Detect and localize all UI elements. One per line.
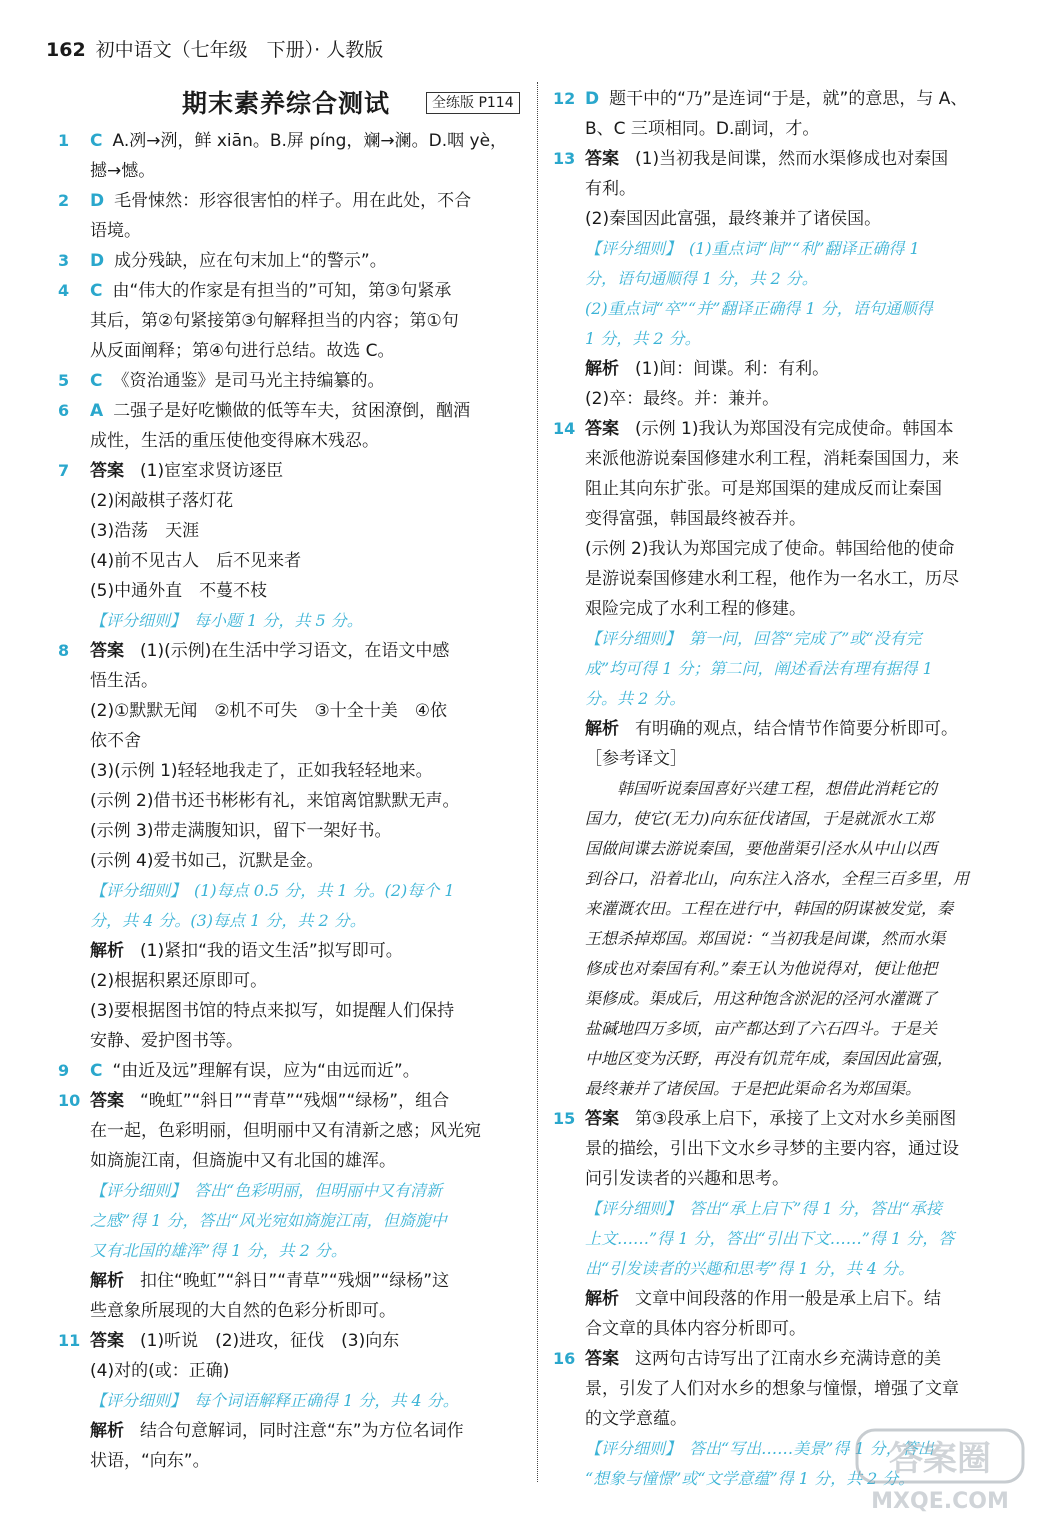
scoring-rule: 之感”得 1 分，答出“风光宛如旖旎江南，但旖旎中 — [90, 1211, 447, 1230]
answer-label: 答案 — [90, 641, 124, 661]
text-line: 在一起，色彩明丽，但明丽中又有清新之感；风光宛 — [90, 1121, 481, 1141]
section-title: 期末素养综合测试 — [182, 89, 391, 118]
text-line: (1)(示例)在生活中学习语文，在语文中感 — [140, 641, 450, 661]
analysis-label: 解析 — [90, 1271, 124, 1291]
question-number: 1 — [58, 131, 70, 150]
text-line: 扣住“晚虹”“斜日”“青草”“残烟”“绿杨”这 — [140, 1271, 450, 1291]
question-number: 4 — [58, 281, 70, 300]
question-number: 13 — [553, 149, 576, 168]
analysis-label: 解析 — [90, 1421, 124, 1441]
question-number: 15 — [553, 1109, 576, 1128]
question-14 — [553, 414, 1019, 1104]
question-8 — [58, 636, 524, 1056]
question-9 — [58, 1056, 524, 1086]
analysis-label: 解析 — [585, 359, 619, 379]
answer-label: 答案 — [585, 149, 619, 169]
answer-text — [90, 246, 524, 276]
question-13 — [553, 144, 1019, 414]
text-line: (4)对的(或：正确) — [90, 1361, 230, 1381]
text-line: (5)中通外直 不蔓不枝 — [90, 581, 268, 601]
text-line: 是游说秦国修建水利工程，他作为一名水工，历尽 — [585, 569, 959, 589]
analysis-label: 解析 — [585, 719, 619, 739]
text-line: 些意象所展现的大自然的色彩分析即可。 — [90, 1301, 396, 1321]
answer-text — [90, 186, 524, 216]
text-line: (3)(示例 1)轻轻地我走了，正如我轻轻地来。 — [90, 761, 433, 781]
question-number: 16 — [553, 1349, 576, 1368]
text-line: (1)间：间谍。利：有利。 — [635, 359, 830, 379]
text-line: 成性，生活的重压使他变得麻木残忍。 — [90, 431, 379, 451]
text-line: 艰险完成了水利工程的修建。 — [585, 599, 806, 619]
translation-line: 修成也对秦国有利。”秦王认为他说得对，便让他把 — [585, 959, 938, 978]
scoring-rule: 1 分，共 2 分。 — [585, 329, 701, 348]
text-line: 有明确的观点，结合情节作简要分析即可。 — [635, 719, 958, 739]
answer-mark: D — [90, 191, 105, 211]
scoring-rule: 【评分细则】 答出“色彩明丽，但明丽中又有清新 — [90, 1181, 443, 1200]
text-line: 问引发读者的兴趣和思考。 — [585, 1169, 789, 1189]
watermark-logo — [855, 1428, 1025, 1514]
analysis-label: 解析 — [90, 941, 124, 961]
question-number: 12 — [553, 89, 576, 108]
question-number: 8 — [58, 641, 70, 660]
watermark-icon — [855, 1428, 1025, 1514]
text-line: 《资治通鉴》是司马光主持编纂的。 — [112, 371, 385, 391]
text-line: (2)秦国因此富强，最终兼并了诸侯国。 — [585, 209, 882, 229]
translation-line: 渠修成。渠成后，用这种饱含淤泥的泾河水灌溉了 — [585, 989, 938, 1008]
question-11 — [58, 1326, 524, 1476]
translation-line: 韩国听说秦国喜好兴建工程，想借此消耗它的 — [617, 779, 938, 798]
text-line: 如旖旎江南，但旖旎中又有北国的雄浑。 — [90, 1151, 396, 1171]
translation-line: 盐碱地四万多顷，亩产都达到了六石四斗。于是关 — [585, 1019, 938, 1038]
scoring-rule: 【评分细则】 答出“写出……美景”得 1 分，答出 — [585, 1439, 934, 1458]
text-line: 景的描绘，引出下文水乡寻梦的主要内容，通过设 — [585, 1139, 959, 1159]
question-number: 2 — [58, 191, 70, 210]
question-15 — [553, 1104, 1019, 1344]
answer-text — [90, 456, 524, 486]
page-number: 162 — [46, 39, 86, 61]
text-line: 二强子是好吃懒做的低等车夫，贫困潦倒，酗酒 — [113, 401, 471, 421]
answer-mark: C — [90, 281, 103, 301]
text-line: (示例 4)爱书如己，沉默是金。 — [90, 851, 324, 871]
analysis-text — [90, 1416, 524, 1446]
question-number: 10 — [58, 1091, 81, 1110]
text-line: A.冽→洌，鲜 xiān。B.屏 píng，斓→澜。D.咽 yè， — [112, 131, 508, 151]
translation-line: 到谷口，沿着北山，向东注入洛水，全程三百多里，用 — [585, 869, 970, 888]
text-line: “晚虹”“斜日”“青草”“残烟”“绿杨”，组合 — [140, 1091, 450, 1111]
answer-label: 答案 — [90, 1331, 124, 1351]
scoring-rule: 【评分细则】 第一问，回答“完成了”或“没有完 — [585, 629, 922, 648]
question-number: 14 — [553, 419, 576, 438]
text-line: (1)当初我是间谍，然而水渠修成也对秦国 — [635, 149, 949, 169]
column-divider — [537, 82, 538, 1482]
text-line: 从反面阐释；第④句进行总结。故选 C。 — [90, 341, 395, 361]
answer-mark: A — [90, 401, 104, 421]
scoring-rule: 成”均可得 1 分；第二问，阐述看法有理有据得 1 — [585, 659, 933, 678]
scoring-rule: 分。共 2 分。 — [585, 689, 686, 708]
reference-translation-label: ［参考译文］ — [585, 749, 687, 769]
answer-text — [90, 1056, 524, 1086]
question-3 — [58, 246, 524, 276]
scoring-rule: 出“引发读者的兴趣和思考”得 1 分，共 4 分。 — [585, 1259, 915, 1278]
analysis-label: 解析 — [585, 1289, 619, 1309]
question-number: 7 — [58, 461, 70, 480]
answer-text — [585, 84, 1019, 114]
text-line: 安静、爱护图书等。 — [90, 1031, 243, 1051]
answer-label: 答案 — [585, 1109, 619, 1129]
section-tag: 全练版 P114 — [426, 92, 520, 114]
answer-text — [90, 126, 524, 156]
text-line: 由“伟大的作家是有担当的”可知，第③句紧承 — [112, 281, 452, 301]
text-line: “由近及远”理解有误，应为“由远而近”。 — [112, 1061, 420, 1081]
question-number: 3 — [58, 251, 70, 270]
text-line: 阻止其向东扩张。可是郑国渠的建成反而让秦国 — [585, 479, 942, 499]
text-line: 语境。 — [90, 221, 141, 241]
scoring-rule: 分，语句通顺得 1 分，共 2 分。 — [585, 269, 818, 288]
question-number: 11 — [58, 1331, 81, 1350]
answer-text — [90, 636, 524, 666]
answer-text — [585, 1104, 1019, 1134]
text-line: 成分残缺，应在句末加上“的警示”。 — [114, 251, 387, 271]
translation-line: 国力，使它(无力)向东征伐诸国，于是就派水工郑 — [585, 809, 934, 828]
answer-mark: D — [585, 89, 600, 109]
scoring-rule: (2)重点词“卒”“并”翻译正确得 1 分，语句通顺得 — [585, 299, 933, 318]
text-line: (示例 2)我认为郑国完成了使命。韩国给他的使命 — [585, 539, 955, 559]
text-line: 来派他游说秦国修建水利工程，消耗秦国国力，来 — [585, 449, 959, 469]
right-column — [553, 84, 1019, 1494]
answer-mark: C — [90, 371, 103, 391]
text-line: 毛骨悚然：形容很害怕的样子。用在此处，不合 — [114, 191, 472, 211]
text-line: 景，引发了人们对水乡的想象与憧憬，增强了文章 — [585, 1379, 959, 1399]
text-line: (2)①默默无闻 ②机不可失 ③十全十美 ④依 — [90, 701, 448, 721]
text-line: 结合句意解词，同时注意“东”为方位名词作 — [140, 1421, 464, 1441]
translation-line: 国做间谍去游说秦国，要他凿渠引泾水从中山以西 — [585, 839, 938, 858]
text-line: 这两句古诗写出了江南水乡充满诗意的美 — [635, 1349, 941, 1369]
question-10 — [58, 1086, 524, 1326]
scoring-rule: 【评分细则】 答出“承上启下”得 1 分，答出“承接 — [585, 1199, 942, 1218]
answer-text — [585, 414, 1019, 444]
answer-text — [90, 396, 524, 426]
answer-text — [585, 1344, 1019, 1374]
page-header — [46, 30, 1026, 70]
answer-label: 答案 — [585, 419, 619, 439]
question-12 — [553, 84, 1019, 144]
answer-text — [90, 1326, 524, 1356]
text-line: (1)听说 (2)进攻，征伐 (3)向东 — [140, 1331, 400, 1351]
answer-mark: C — [90, 131, 103, 151]
text-line: 合文章的具体内容分析即可。 — [585, 1319, 806, 1339]
text-line: 题干中的“乃”是连词“于是，就”的意思，与 A、 — [609, 89, 968, 109]
scoring-rule: 【评分细则】 (1)重点词“间”“利”翻译正确得 1 — [585, 239, 920, 258]
question-1 — [58, 126, 524, 186]
answer-text — [90, 366, 524, 396]
scoring-rule: 【评分细则】 每个词语解释正确得 1 分，共 4 分。 — [90, 1391, 459, 1410]
analysis-text — [90, 1266, 524, 1296]
scoring-rule: 又有北国的雄浑”得 1 分，共 2 分。 — [90, 1241, 347, 1260]
text-line: (2)根据积累还原即可。 — [90, 971, 268, 991]
text-line: (3)要根据图书馆的特点来拟写，如提醒人们保持 — [90, 1001, 455, 1021]
text-line: (示例 1)我认为郑国没有完成使命。韩国本 — [635, 419, 954, 439]
analysis-text — [585, 714, 1019, 744]
question-4 — [58, 276, 524, 366]
text-line: 的文学意蕴。 — [585, 1409, 687, 1429]
question-number: 5 — [58, 371, 70, 390]
translation-line: 最终兼并了诸侯国。于是把此渠命名为郑国渠。 — [585, 1079, 922, 1098]
text-line: (2)闲敲棋子落灯花 — [90, 491, 234, 511]
translation-line: 中地区变为沃野，再没有饥荒年成，秦国因此富强， — [585, 1049, 954, 1068]
scoring-rule: 【评分细则】 每小题 1 分，共 5 分。 — [90, 611, 363, 630]
answer-mark: D — [90, 251, 105, 271]
text-line: 状语，“向东”。 — [90, 1451, 210, 1471]
analysis-text — [90, 936, 524, 966]
scoring-rule: 上文……”得 1 分，答出“引出下文……”得 1 分，答 — [585, 1229, 955, 1248]
text-line: 其后，第②句紧接第③句解释担当的内容；第①句 — [90, 311, 459, 331]
watermark-text: 答案圈 — [889, 1439, 991, 1479]
answer-text — [90, 1086, 524, 1116]
left-column — [58, 84, 524, 1476]
text-line: 变得富强，韩国最终被吞并。 — [585, 509, 806, 529]
answer-text — [90, 276, 524, 306]
text-line: 悟生活。 — [90, 671, 158, 691]
question-2 — [58, 186, 524, 246]
answer-label: 答案 — [585, 1349, 619, 1369]
question-6 — [58, 396, 524, 456]
question-5 — [58, 366, 524, 396]
question-7 — [58, 456, 524, 636]
text-line: B、C 三项相同。D.副词，才。 — [585, 119, 820, 139]
answer-mark: C — [90, 1061, 103, 1081]
translation-line: 王想杀掉郑国。郑国说：“当初我是间谍，然而水渠 — [585, 929, 946, 948]
analysis-text — [585, 354, 1019, 384]
text-line: 文章中间段落的作用一般是承上启下。结 — [635, 1289, 941, 1309]
text-line: 依不舍 — [90, 731, 141, 751]
text-line: (1)紧扣“我的语文生活”拟写即可。 — [140, 941, 403, 961]
text-line: 第③段承上启下，承接了上文对水乡美丽图 — [635, 1109, 957, 1129]
book-title: 初中语文（七年级 下册）· 人教版 — [95, 39, 384, 61]
question-number: 6 — [58, 401, 70, 420]
text-line: (2)卒：最终。并：兼并。 — [585, 389, 780, 409]
translation-line: 来灌溉农田。工程在进行中，韩国的阴谋被发觉，秦 — [585, 899, 954, 918]
analysis-text — [585, 1284, 1019, 1314]
question-number: 9 — [58, 1061, 70, 1080]
answer-text — [585, 144, 1019, 174]
text-line: (3)浩荡 天涯 — [90, 521, 200, 541]
text-line: (示例 3)带走满腹知识，留下一架好书。 — [90, 821, 392, 841]
text-line: (1)宦室求贤访逐臣 — [140, 461, 284, 481]
text-line: (4)前不见古人 后不见来者 — [90, 551, 302, 571]
text-line: (示例 2)借书还书彬彬有礼，来馆离馆默默无声。 — [90, 791, 460, 811]
scoring-rule: “想象与憧憬”或“文学意蕴”得 1 分，共 2 分。 — [585, 1469, 915, 1488]
scoring-rule: 【评分细则】 (1)每点 0.5 分，共 1 分。(2)每个 1 — [90, 881, 455, 900]
answer-label: 答案 — [90, 461, 124, 481]
text-line: 撼→憾。 — [90, 161, 156, 181]
watermark-domain: MXQE.COM — [871, 1489, 1009, 1514]
text-line: 有利。 — [585, 179, 636, 199]
answer-label: 答案 — [90, 1091, 124, 1111]
section-title-row — [58, 84, 524, 124]
scoring-rule: 分，共 4 分。(3)每点 1 分，共 2 分。 — [90, 911, 366, 930]
